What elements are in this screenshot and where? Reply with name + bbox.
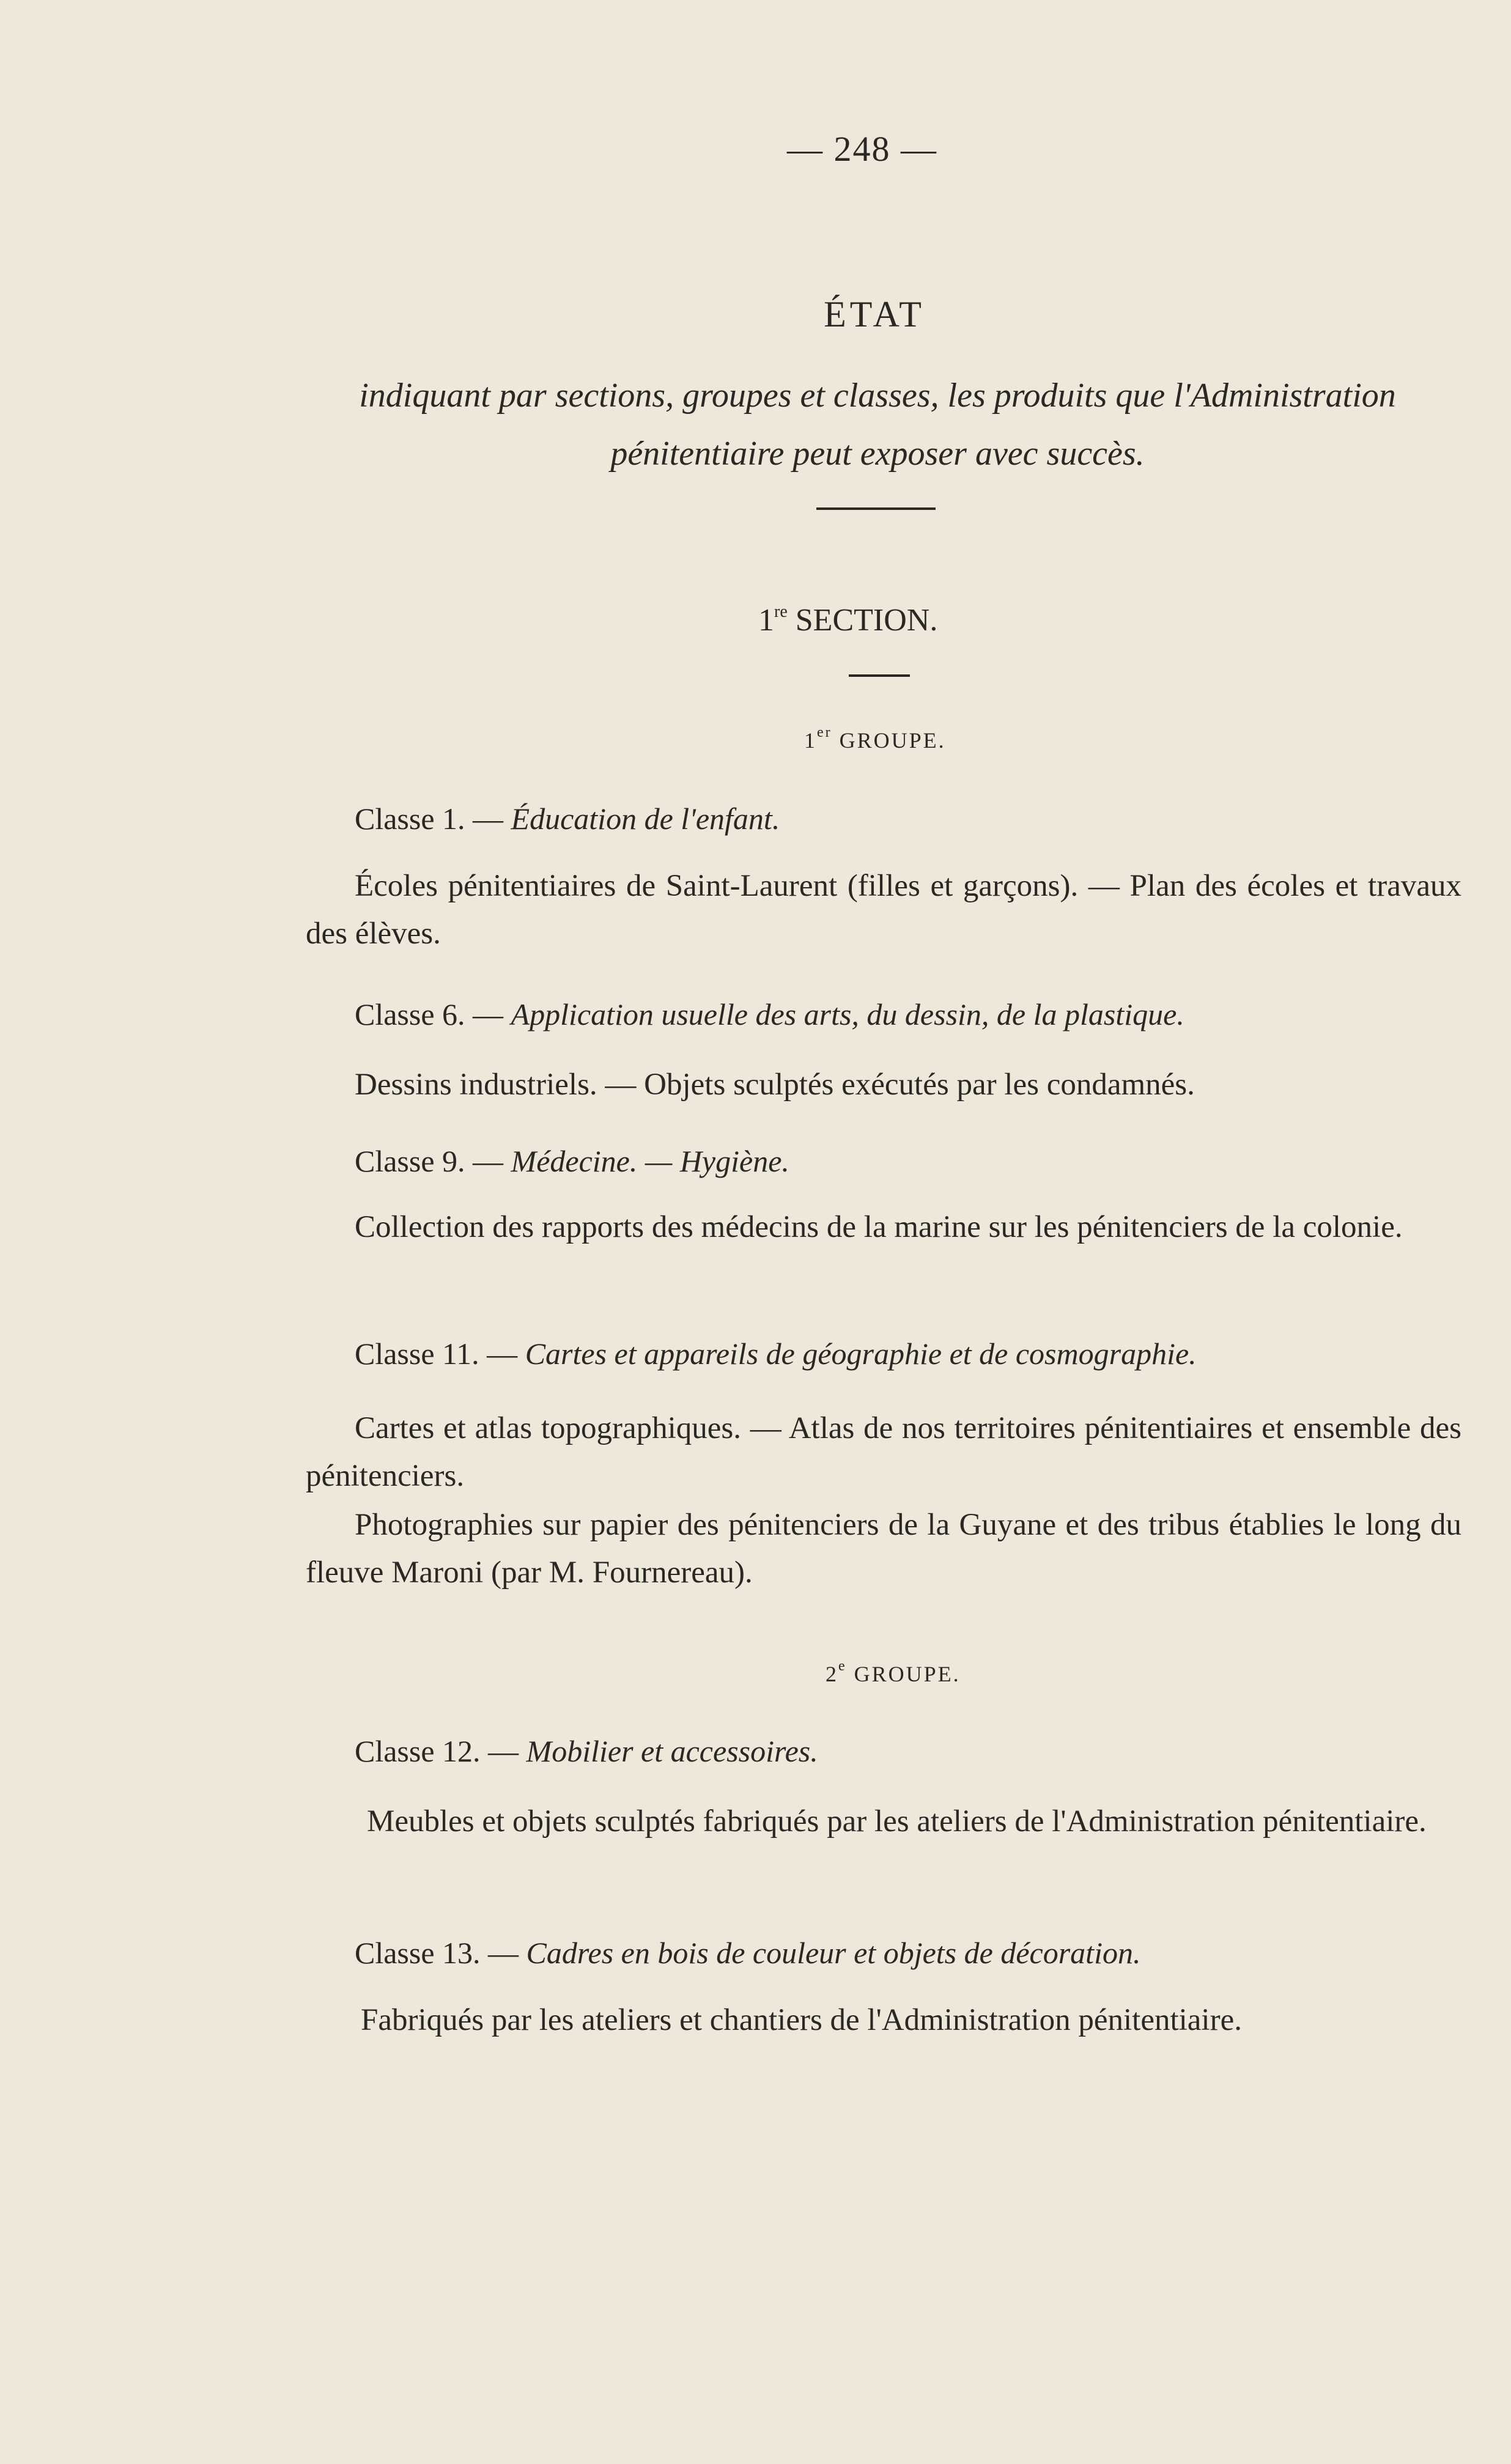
classe-13-name: Cadres en bois de couleur et objets de décoration. — [526, 1936, 1141, 1970]
groupe-1-ordinal-suffix: er — [817, 725, 832, 740]
classe-1-text: Écoles pénitentiaires de Saint-Laurent (filles et garçons). — Plan des écoles et travaux des élèves. — [306, 869, 1461, 951]
classe-1-name: Éducation de l'enfant. — [511, 802, 780, 836]
classe-1-number: Classe 1. — — [355, 802, 504, 836]
groupe-2-number: 2 — [826, 1662, 838, 1686]
section-divider — [849, 674, 910, 677]
groupe-1-label: GROUPE. — [839, 728, 946, 753]
classe-11-text: Cartes et atlas topographiques. — Atlas de nos territoires pénitentiaires et ensemble des pénitenciers. — [306, 1411, 1461, 1493]
classe-13-heading — [355, 1935, 1140, 1971]
section-label: SECTION. — [795, 603, 938, 638]
section-heading — [758, 602, 937, 638]
classe-12-text: Meubles et objets sculptés fabriqués par les ateliers de l'Administration pénitentiaire. — [367, 1804, 1427, 1839]
classe-9-text: Collection des rapports des médecins de la marine sur les pénitenciers de la colonie. — [355, 1210, 1403, 1244]
groupe-1-number: 1 — [804, 728, 817, 753]
classe-12-heading — [355, 1733, 818, 1769]
classe-6-name: Application usuelle des arts, du dessin, de la plastique. — [511, 997, 1184, 1031]
groupe-1-heading — [804, 725, 946, 753]
classe-9-number: Classe 9. — — [355, 1144, 504, 1178]
classe-13-number: Classe 13. — — [355, 1936, 519, 1970]
section-number: 1 — [758, 603, 774, 638]
classe-9-heading — [355, 1143, 789, 1179]
classe-6-text: Dessins industriels. — Objets sculptés exécutés par les condamnés. — [355, 1068, 1195, 1102]
classe-11-number: Classe 11. — — [355, 1337, 518, 1371]
page-number: — 248 — — [787, 129, 937, 169]
groupe-2-ordinal-suffix: e — [838, 1658, 847, 1674]
classe-9-name: Médecine. — Hygiène. — [511, 1144, 789, 1178]
classe-6-number: Classe 6. — — [355, 997, 504, 1031]
groupe-2-label: GROUPE. — [854, 1662, 961, 1686]
section-ordinal-suffix: re — [774, 602, 788, 621]
title-divider — [816, 507, 936, 510]
classe-11-name: Cartes et appareils de géographie et de cosmographie. — [525, 1337, 1197, 1371]
groupe-2-heading — [826, 1658, 961, 1687]
document-subtitle: indiquant par sections, groupes et classes, les produits que l'Administration pénitentiaire peut exposer avec succès. — [359, 377, 1396, 473]
document-title: ÉTAT — [824, 294, 925, 334]
classe-11-heading — [355, 1336, 1197, 1371]
classe-6-heading — [355, 997, 1184, 1032]
classe-12-number: Classe 12. — — [355, 1734, 519, 1768]
classe-13-text: Fabriqués par les ateliers et chantiers de l'Administration pénitentiaire. — [361, 2003, 1242, 2037]
classe-1-heading — [355, 801, 780, 836]
classe-12-name: Mobilier et accessoires. — [526, 1734, 818, 1768]
classe-11-text-2: Photographies sur papier des pénitenciers de la Guyane et des tribus établies le long du fleuve Maroni (par M. Fournereau). — [306, 1508, 1461, 1590]
